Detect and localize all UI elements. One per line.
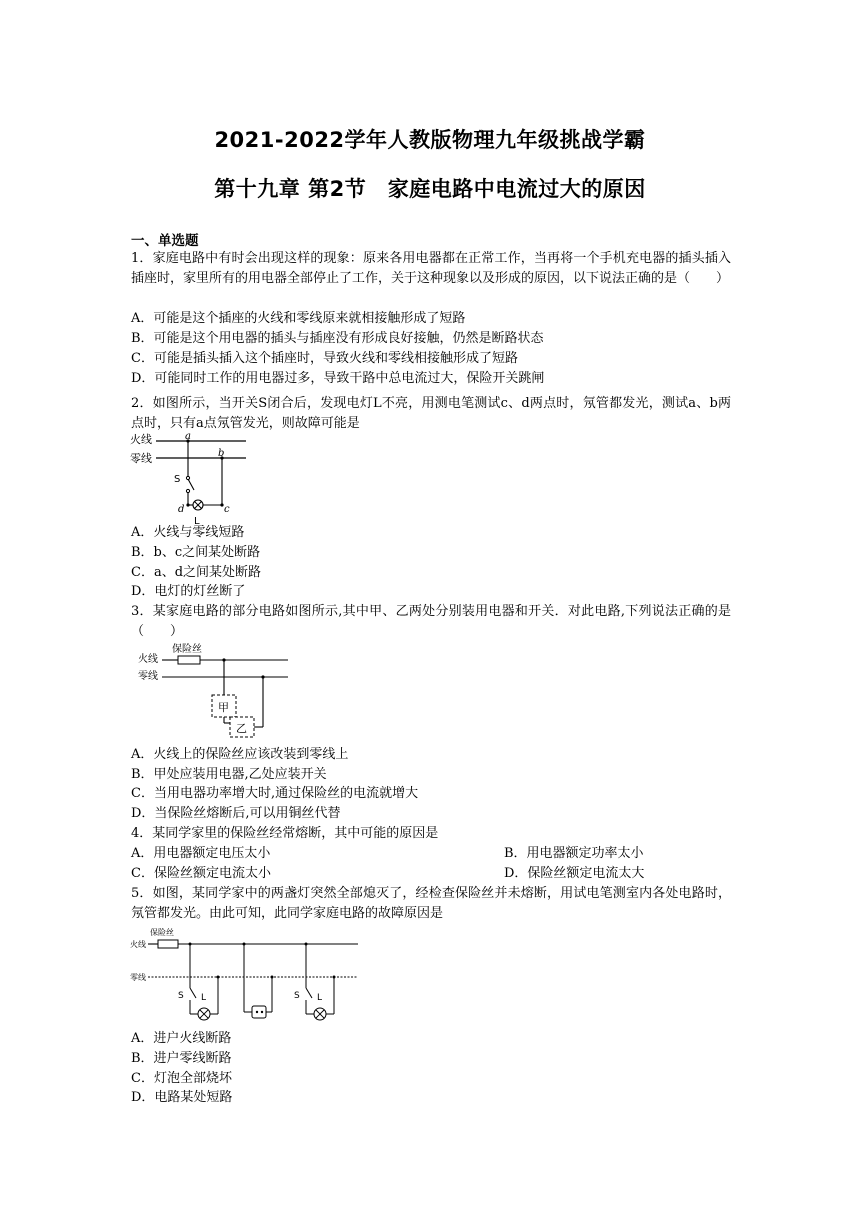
- point-d-label: d: [178, 504, 185, 515]
- lamp-l1-label: L: [201, 993, 207, 1003]
- question-5-circuit-figure: [128, 926, 360, 1028]
- question-4-option-c: C．保险丝额定电流太小: [131, 866, 271, 881]
- question-1-stem: 1．家庭电路中有时会出现这样的现象：原来各用电器都在正常工作，当再将一个手机充电器的插头插入插座时，家里所有的用电器全部停止了工作，关于这种现象以及形成的原因，以下说法正确的是（ ）: [131, 251, 731, 286]
- point-c-label: c: [224, 504, 230, 515]
- chapter-title: 第十九章 第2节 家庭电路中电流过大的原因: [214, 177, 646, 201]
- section-heading: 一、单选题: [131, 233, 199, 249]
- question-5-option-b: B．进户零线断路: [131, 1051, 232, 1066]
- yi-label: 乙: [236, 722, 247, 735]
- live-wire-label: 火线: [130, 433, 152, 446]
- question-3-option-d: D．当保险丝熔断后,可以用铜丝代替: [131, 806, 341, 821]
- fuse-symbol: [178, 656, 200, 664]
- question-2-stem: 2．如图所示，当开关S闭合后，发现电灯L不亮，用测电笔测试c、d两点时，氖管都发光，测试a、b两点时，只有a点氖管发光，则故障可能是: [131, 396, 731, 431]
- question-3-stem: 3．某家庭电路的部分电路如图所示,其中甲、乙两处分别装用电器和开关．对此电路,下列说法正确的是（ ）: [131, 604, 731, 639]
- socket-symbol: [252, 1006, 266, 1018]
- fuse-label: 保险丝: [172, 644, 202, 655]
- question-1-option-b: B．可能是这个用电器的插头与插座没有形成良好接触，仍然是断路状态: [131, 331, 544, 346]
- switch-s2-label: S: [294, 991, 300, 1001]
- live-wire-label: 火线: [138, 654, 158, 665]
- question-1-option-a: A．可能是这个插座的火线和零线原来就相接触形成了短路: [131, 311, 466, 326]
- question-4-option-d: D．保险丝额定电流太大: [504, 866, 645, 881]
- question-3-option-b: B．甲处应装用电器,乙处应装开关: [131, 767, 327, 782]
- lamp-l-label: L: [194, 516, 200, 526]
- document-title: 2021-2022学年人教版物理九年级挑战学霸: [214, 128, 646, 152]
- question-4-option-a: A．用电器额定电压太小: [131, 846, 271, 861]
- question-2-option-a: A．火线与零线短路: [131, 525, 245, 540]
- switch-s1-label: S: [178, 991, 184, 1001]
- neutral-wire-label: 零线: [130, 452, 152, 465]
- question-3-option-a: A．火线上的保险丝应该改装到零线上: [131, 747, 349, 762]
- point-b-label: b: [218, 448, 225, 459]
- question-5-option-a: A．进户火线断路: [131, 1031, 232, 1046]
- neutral-wire-label: 零线: [130, 973, 146, 982]
- question-1-option-d: D．可能同时工作的用电器过多，导致干路中总电流过大，保险开关跳闸: [131, 371, 545, 386]
- fuse-label: 保险丝: [150, 928, 174, 937]
- question-2-option-b: B．b、c之间某处断路: [131, 545, 261, 560]
- live-wire-label: 火线: [130, 940, 146, 949]
- point-a-label: a: [185, 431, 191, 442]
- question-3-circuit-figure: [136, 643, 296, 739]
- jia-label: 甲: [218, 701, 229, 714]
- question-2-option-c: C．a、d之间某处断路: [131, 565, 262, 580]
- fuse-symbol: [158, 940, 178, 948]
- question-4-stem: 4．某同学家里的保险丝经常熔断，其中可能的原因是: [131, 826, 439, 841]
- question-2-option-d: D．电灯的灯丝断了: [131, 584, 246, 599]
- lamp-l2-label: L: [317, 993, 323, 1003]
- question-5-option-c: C．灯泡全部烧坏: [131, 1071, 232, 1086]
- question-2-circuit-figure: [128, 430, 248, 526]
- question-4-option-b: B．用电器额定功率太小: [504, 846, 644, 861]
- neutral-wire-label: 零线: [138, 671, 158, 682]
- question-5-stem: 5．如图，某同学家中的两盏灯突然全部熄灭了，经检查保险丝并未熔断，用试电笔测室内各处电路时，氖管都发光。由此可知，此同学家庭电路的故障原因是: [131, 886, 731, 921]
- switch-s-label: S: [174, 474, 181, 485]
- question-1-option-c: C．可能是插头插入这个插座时，导致火线和零线相接触形成了短路: [131, 351, 518, 366]
- question-5-option-d: D．电路某处短路: [131, 1090, 233, 1105]
- question-3-option-c: C．当用电器功率增大时,通过保险丝的电流就增大: [131, 786, 419, 801]
